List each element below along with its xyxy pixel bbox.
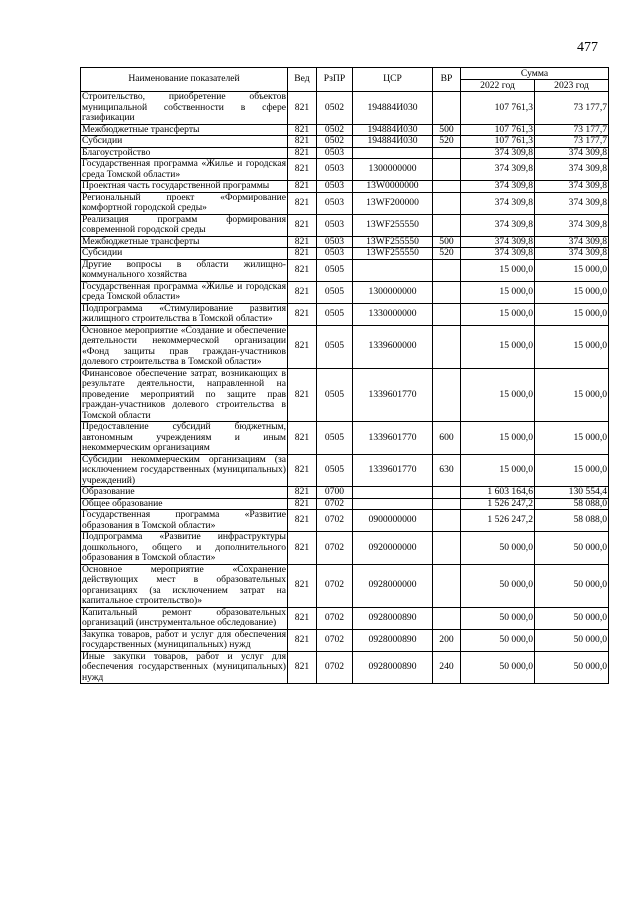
row-amount-2022: 374 309,8	[461, 248, 535, 260]
row-vr	[433, 325, 461, 368]
row-ved: 821	[288, 510, 317, 532]
row-amount-2022: 1 603 164,6	[461, 487, 535, 499]
table-row	[81, 92, 609, 125]
table-row	[81, 368, 609, 422]
table-row	[81, 651, 609, 684]
row-vr	[433, 510, 461, 532]
table-row	[81, 147, 609, 159]
row-name: Образование	[81, 487, 288, 499]
row-amount-2023: 58 088,0	[535, 498, 609, 510]
row-csr: 194884И030	[353, 92, 433, 125]
row-rzpr: 0503	[317, 236, 353, 248]
row-amount-2023: 130 554,4	[535, 487, 609, 499]
row-amount-2023: 73 177,7	[535, 136, 609, 148]
row-csr: 0900000000	[353, 510, 433, 532]
row-ved: 821	[288, 259, 317, 281]
row-vr	[433, 368, 461, 422]
row-rzpr: 0503	[317, 181, 353, 193]
row-amount-2023: 374 309,8	[535, 248, 609, 260]
row-name: Финансовое обеспечение затрат, возникающих в результате деятельности, направленной на проведение мероприятий по защите прав граждан-участников долевого строительства в Томской области	[82, 367, 286, 421]
row-amount-2023: 15 000,0	[535, 325, 609, 368]
row-ved: 821	[288, 147, 317, 159]
row-ved: 821	[288, 181, 317, 193]
row-amount-2023: 73 177,7	[535, 92, 609, 125]
row-name: Основное мероприятие «Создание и обеспечение деятельности некоммерческой организации «Фонд защиты прав граждан-участников долевого строительства в Томской области»	[82, 324, 286, 367]
row-vr	[433, 487, 461, 499]
row-name: Проектная часть государственной программы	[81, 181, 288, 193]
row-name: Региональный проект «Формирование комфортной городской среды»	[82, 191, 286, 213]
row-amount-2022: 15 000,0	[461, 422, 535, 455]
row-amount-2023: 374 309,8	[535, 192, 609, 214]
row-name: Реализация программ формирования современной городской среды	[82, 213, 286, 235]
row-name: Субсидии	[81, 248, 288, 260]
row-csr: 1300000000	[353, 281, 433, 303]
row-rzpr: 0502	[317, 136, 353, 148]
row-amount-2022: 50 000,0	[461, 532, 535, 565]
row-csr: 13WF255550	[353, 248, 433, 260]
row-amount-2022: 15 000,0	[461, 325, 535, 368]
row-amount-2022: 50 000,0	[461, 607, 535, 629]
row-vr: 520	[433, 136, 461, 148]
row-rzpr: 0503	[317, 147, 353, 159]
table-row	[81, 454, 609, 487]
row-csr: 194884И030	[353, 124, 433, 136]
row-amount-2023: 50 000,0	[535, 532, 609, 565]
row-csr: 1330000000	[353, 303, 433, 325]
row-ved: 821	[288, 236, 317, 248]
row-csr: 1339601770	[353, 368, 433, 422]
row-ved: 821	[288, 248, 317, 260]
row-amount-2023: 50 000,0	[535, 629, 609, 651]
row-vr	[433, 498, 461, 510]
row-amount-2022: 374 309,8	[461, 214, 535, 236]
row-csr: 1339601770	[353, 422, 433, 455]
row-amount-2022: 107 761,3	[461, 92, 535, 125]
row-name: Благоустройство	[81, 147, 288, 159]
row-vr	[433, 192, 461, 214]
row-rzpr: 0502	[317, 124, 353, 136]
table-row	[81, 325, 609, 368]
row-amount-2023: 15 000,0	[535, 368, 609, 422]
row-ved: 821	[288, 564, 317, 607]
row-rzpr: 0700	[317, 487, 353, 499]
row-csr: 13WF255550	[353, 236, 433, 248]
row-ved: 821	[288, 498, 317, 510]
table-row	[81, 629, 609, 651]
row-name: Другие вопросы в области жилищно-коммунального хозяйства	[82, 258, 286, 280]
row-ved: 821	[288, 192, 317, 214]
row-amount-2023: 15 000,0	[535, 259, 609, 281]
row-amount-2023: 73 177,7	[535, 124, 609, 136]
header-name: Наименование показателей	[81, 68, 288, 92]
header-ved: Вед	[288, 68, 317, 92]
budget-table	[80, 67, 609, 684]
table-row	[81, 303, 609, 325]
row-rzpr: 0505	[317, 281, 353, 303]
row-csr: 13WF200000	[353, 192, 433, 214]
table-row	[81, 136, 609, 148]
row-vr	[433, 147, 461, 159]
header-rzpr: РзПР	[317, 68, 353, 92]
page-number: 477	[577, 40, 598, 55]
header-vr: ВР	[433, 68, 461, 92]
row-name: Строительство, приобретение объектов муниципальной собственности в сфере газификации	[82, 91, 286, 123]
row-rzpr: 0505	[317, 422, 353, 455]
table-row	[81, 281, 609, 303]
row-amount-2022: 374 309,8	[461, 159, 535, 181]
table-row	[81, 607, 609, 629]
row-csr: 13W0000000	[353, 181, 433, 193]
row-vr	[433, 607, 461, 629]
row-rzpr: 0702	[317, 629, 353, 651]
row-amount-2022: 50 000,0	[461, 651, 535, 684]
row-csr: 0928000890	[353, 651, 433, 684]
row-name: Государственная программа «Жилье и городская среда Томской области»	[82, 280, 286, 302]
row-amount-2022: 50 000,0	[461, 629, 535, 651]
row-ved: 821	[288, 422, 317, 455]
row-name: Субсидии некоммерческим организациям (за исключением государственных (муниципальных) учреждений)	[82, 453, 286, 486]
row-name: Государственная программа «Жилье и городская среда Томской области»	[82, 158, 286, 180]
row-name: Межбюджетные трансферты	[81, 236, 288, 248]
table-row	[81, 236, 609, 248]
row-amount-2023: 374 309,8	[535, 236, 609, 248]
row-vr: 500	[433, 124, 461, 136]
row-csr: 0928000890	[353, 629, 433, 651]
row-amount-2023: 374 309,8	[535, 159, 609, 181]
row-name: Государственная программа «Развитие образования в Томской области»	[82, 509, 286, 531]
row-csr	[353, 259, 433, 281]
row-name: Субсидии	[81, 136, 288, 148]
row-amount-2023: 50 000,0	[535, 651, 609, 684]
row-rzpr: 0702	[317, 498, 353, 510]
row-ved: 821	[288, 124, 317, 136]
row-amount-2022: 15 000,0	[461, 259, 535, 281]
row-ved: 821	[288, 136, 317, 148]
row-amount-2023: 374 309,8	[535, 214, 609, 236]
row-csr: 1339600000	[353, 325, 433, 368]
row-vr	[433, 92, 461, 125]
row-rzpr: 0702	[317, 607, 353, 629]
row-name: Предоставление субсидий бюджетным, автономным учреждениям и иным некоммерческим организациям	[82, 421, 286, 453]
table-row	[81, 259, 609, 281]
row-ved: 821	[288, 368, 317, 422]
row-ved: 821	[288, 629, 317, 651]
row-amount-2023: 374 309,8	[535, 147, 609, 159]
row-amount-2023: 50 000,0	[535, 607, 609, 629]
row-vr	[433, 281, 461, 303]
table-row	[81, 159, 609, 181]
row-amount-2022: 107 761,3	[461, 124, 535, 136]
row-vr: 200	[433, 629, 461, 651]
row-csr	[353, 498, 433, 510]
row-ved: 821	[288, 281, 317, 303]
row-amount-2022: 15 000,0	[461, 281, 535, 303]
row-amount-2023: 15 000,0	[535, 422, 609, 455]
row-amount-2022: 15 000,0	[461, 368, 535, 422]
row-csr	[353, 147, 433, 159]
row-vr: 600	[433, 422, 461, 455]
table-row	[81, 532, 609, 565]
row-csr: 1300000000	[353, 159, 433, 181]
row-vr	[433, 259, 461, 281]
row-csr: 0928000890	[353, 607, 433, 629]
table-row	[81, 422, 609, 455]
row-csr	[353, 487, 433, 499]
row-vr	[433, 159, 461, 181]
row-amount-2022: 1 526 247,2	[461, 498, 535, 510]
row-amount-2022: 15 000,0	[461, 303, 535, 325]
row-vr	[433, 532, 461, 565]
row-vr	[433, 214, 461, 236]
header-csr: ЦСР	[353, 68, 433, 92]
row-csr: 0928000000	[353, 564, 433, 607]
row-rzpr: 0503	[317, 248, 353, 260]
row-amount-2022: 374 309,8	[461, 236, 535, 248]
row-vr: 520	[433, 248, 461, 260]
row-amount-2022: 374 309,8	[461, 147, 535, 159]
row-name: Капитальный ремонт образовательных организаций (инструментальное обследование)	[82, 606, 286, 628]
table-row	[81, 510, 609, 532]
table-row	[81, 124, 609, 136]
row-ved: 821	[288, 325, 317, 368]
row-rzpr: 0702	[317, 564, 353, 607]
row-csr: 194884И030	[353, 136, 433, 148]
row-rzpr: 0505	[317, 259, 353, 281]
row-vr: 630	[433, 454, 461, 487]
row-ved: 821	[288, 303, 317, 325]
table-row	[81, 192, 609, 214]
row-name: Общее образование	[81, 498, 288, 510]
row-rzpr: 0505	[317, 454, 353, 487]
row-ved: 821	[288, 92, 317, 125]
row-rzpr: 0505	[317, 325, 353, 368]
row-amount-2022: 50 000,0	[461, 564, 535, 607]
row-vr: 500	[433, 236, 461, 248]
header-year-2022: 2022 год	[461, 80, 535, 92]
table-row	[81, 248, 609, 260]
row-name: Подпрограмма «Стимулирование развития жилищного строительства в Томской области»	[82, 302, 286, 324]
table-row	[81, 564, 609, 607]
row-vr: 240	[433, 651, 461, 684]
row-rzpr: 0702	[317, 532, 353, 565]
row-rzpr: 0702	[317, 651, 353, 684]
row-rzpr: 0505	[317, 368, 353, 422]
table-row	[81, 487, 609, 499]
row-amount-2022: 107 761,3	[461, 136, 535, 148]
row-vr	[433, 303, 461, 325]
row-amount-2022: 1 526 247,2	[461, 510, 535, 532]
row-rzpr: 0702	[317, 510, 353, 532]
row-name: Основное мероприятие «Сохранение действующих мест в образовательных организациях (за исключением затрат на капитальное строительство)»	[82, 563, 286, 606]
row-ved: 821	[288, 532, 317, 565]
row-ved: 821	[288, 651, 317, 684]
row-amount-2023: 15 000,0	[535, 281, 609, 303]
header-sum: Сумма	[461, 68, 609, 80]
row-rzpr: 0503	[317, 192, 353, 214]
row-amount-2022: 15 000,0	[461, 454, 535, 487]
table-row	[81, 498, 609, 510]
row-amount-2023: 58 088,0	[535, 510, 609, 532]
row-amount-2022: 374 309,8	[461, 181, 535, 193]
row-name: Межбюджетные трансферты	[81, 124, 288, 136]
row-rzpr: 0503	[317, 159, 353, 181]
row-amount-2022: 374 309,8	[461, 192, 535, 214]
row-ved: 821	[288, 214, 317, 236]
row-vr	[433, 564, 461, 607]
row-ved: 821	[288, 607, 317, 629]
row-rzpr: 0502	[317, 92, 353, 125]
row-amount-2023: 15 000,0	[535, 303, 609, 325]
row-name: Подпрограмма «Развитие инфраструктуры дошкольного, общего и дополнительного образования в Томской области»	[82, 531, 286, 563]
table-row	[81, 181, 609, 193]
row-rzpr: 0503	[317, 214, 353, 236]
row-ved: 821	[288, 159, 317, 181]
table-row	[81, 214, 609, 236]
row-ved: 821	[288, 454, 317, 487]
row-amount-2023: 374 309,8	[535, 181, 609, 193]
header-year-2023: 2023 год	[535, 80, 609, 92]
row-name: Закупка товаров, работ и услуг для обеспечения государственных (муниципальных) нужд	[82, 628, 286, 650]
row-amount-2023: 15 000,0	[535, 454, 609, 487]
row-csr: 0920000000	[353, 532, 433, 565]
row-csr: 13WF255550	[353, 214, 433, 236]
row-name: Иные закупки товаров, работ и услуг для обеспечения государственных (муниципальных) нужд	[82, 650, 286, 683]
row-amount-2023: 50 000,0	[535, 564, 609, 607]
row-vr	[433, 181, 461, 193]
row-rzpr: 0505	[317, 303, 353, 325]
row-csr: 1339601770	[353, 454, 433, 487]
row-ved: 821	[288, 487, 317, 499]
